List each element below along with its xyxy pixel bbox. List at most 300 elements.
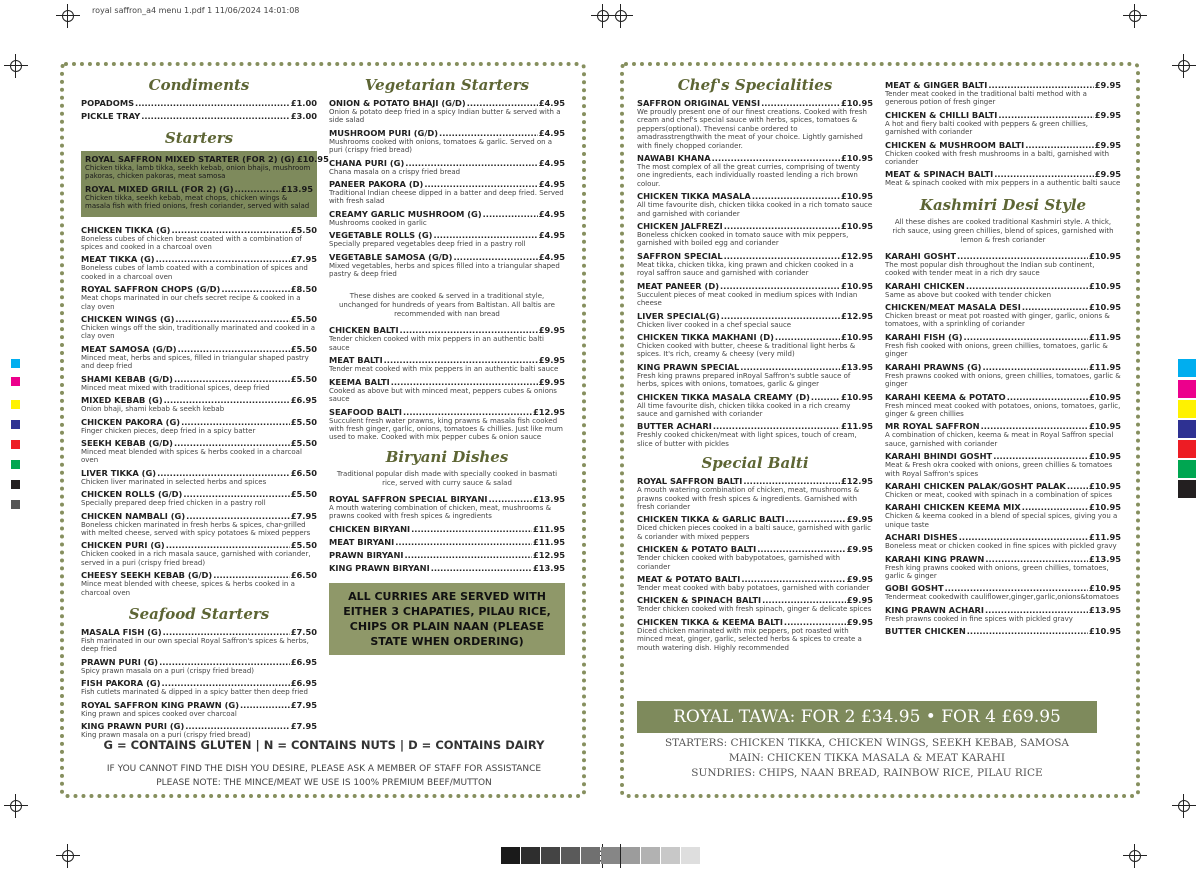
- menu-item: [329, 355, 565, 373]
- menu-item-line: [885, 532, 1121, 542]
- menu-item-price: £9.95: [1094, 109, 1121, 120]
- left-column-2: [329, 76, 565, 655]
- menu-item-name: KARAHI GOSHT: [885, 250, 957, 261]
- menu-item: [81, 284, 317, 311]
- menu-item-line: [329, 158, 565, 168]
- menu-item-name: CHICKEN NAMBALI (G): [81, 510, 186, 521]
- menu-item-line: [637, 362, 873, 372]
- menu-item-name: CHICKEN TIKKA MAKHANI (D): [637, 331, 774, 342]
- menu-item-price: £10.95: [1088, 502, 1121, 513]
- menu-item-name: ROYAL SAFFRON KING PRAWN (G): [81, 699, 240, 710]
- menu-item-description: Meat & Fresh okra cooked with onions, green chillies & tomatoes with Royal Saffron's spices: [885, 461, 1113, 478]
- menu-item: [81, 700, 317, 718]
- menu-item: [885, 140, 1121, 167]
- menu-item-description: Fresh prawns cooked in fine spices with pickled gravy: [885, 614, 1073, 623]
- menu-item-line: [329, 325, 565, 335]
- section-title-seafood: Seafood Starters: [128, 604, 270, 623]
- menu-item: [885, 251, 1121, 278]
- menu-item-name: KING PRAWN BIRYANI: [329, 562, 430, 573]
- kashmiri-intro: All these dishes are cooked traditional Kashmiri style. A thick, rich sauce, using green chillies, blend of spices, garnished with lemon & fresh coriander: [892, 217, 1114, 244]
- dot-leader: [740, 362, 840, 372]
- dot-leader: [488, 494, 531, 504]
- menu-item-line: [329, 128, 565, 138]
- staff-assistance-note: IF YOU CANNOT FIND THE DISH YOU DESIRE, PLEASE ASK A MEMBER OF STAFF FOR ASSISTANCE: [106, 764, 542, 774]
- menu-item-price: £10.95: [840, 221, 873, 232]
- menu-item: [885, 502, 1121, 529]
- menu-item-name: MEAT & POTATO BALTI: [637, 574, 741, 584]
- menu-item: [637, 153, 873, 188]
- menu-item-name: CHICKEN TIKKA MASALA: [637, 191, 751, 202]
- dot-leader: [981, 421, 1088, 431]
- menu-item-price: £13.95: [840, 361, 873, 372]
- menu-item-price: £9.95: [1094, 139, 1121, 150]
- menu-item-line: [81, 98, 317, 108]
- menu-item-line: [329, 98, 565, 108]
- registration-mark-icon: [1175, 797, 1193, 815]
- menu-item-price: £5.50: [290, 343, 317, 354]
- menu-item-description: Succulent fresh water prawns, king prawns & masala fish cooked with fresh ginger, garlic, onions, tomatoes & chillies. Just like mum used to make. Cooked with mix pepper cubes & onion sauce: [329, 416, 563, 442]
- menu-item: [81, 111, 317, 121]
- menu-item-line: [637, 191, 873, 201]
- menu-item-price: £4.95: [538, 127, 565, 138]
- menu-item-line: [637, 544, 873, 554]
- dot-leader: [166, 540, 290, 550]
- menu-item-price: £4.95: [538, 230, 565, 241]
- menu-item: [885, 421, 1121, 448]
- menu-item-name: KARAHI KEEMA & POTATO: [885, 391, 1006, 402]
- menu-item: [637, 544, 873, 571]
- dot-leader: [431, 563, 532, 573]
- menu-item-price: £6.95: [290, 395, 317, 406]
- registration-mark-icon: [7, 797, 25, 815]
- menu-item: [637, 281, 873, 308]
- menu-item-price: £10.95: [840, 280, 873, 291]
- menu-item: [885, 554, 1121, 581]
- menu-item-price: £10.95: [1088, 451, 1121, 462]
- menu-item: [637, 476, 873, 511]
- menu-item-price: £9.95: [1094, 169, 1121, 180]
- menu-item-line: [637, 476, 873, 486]
- dot-leader: [467, 98, 538, 108]
- menu-item-price: £9.95: [538, 376, 565, 387]
- menu-item-line: [81, 225, 317, 235]
- menu-item-line: [329, 179, 565, 189]
- dot-leader: [1022, 302, 1088, 312]
- menu-item-line: [637, 595, 873, 605]
- menu-item-price: £5.50: [290, 489, 317, 500]
- menu-item: [885, 332, 1121, 359]
- dot-leader: [181, 417, 290, 427]
- menu-item-name: MEAT TIKKA (G): [81, 254, 155, 265]
- menu-item: [637, 514, 873, 541]
- menu-item-name: CHICKEN & POTATO BALTI: [637, 544, 757, 555]
- menu-item-line: [85, 154, 329, 164]
- menu-item-description: Onion & potato deep fried in a spicy Indian butter & served with a side salad: [329, 108, 561, 125]
- menu-item-price: £9.95: [538, 325, 565, 336]
- menu-item: [329, 128, 565, 155]
- menu-item: [885, 626, 1121, 636]
- menu-item-line: [885, 626, 1121, 636]
- section-title-biryani: Biryani Dishes: [385, 447, 509, 466]
- dot-leader: [985, 554, 1088, 564]
- menu-item-name: BUTTER CHICKEN: [885, 626, 966, 637]
- menu-item-price: £13.95: [280, 183, 313, 194]
- print-header: royal saffron_a4 menu 1.pdf 1 11/06/2024 14:01:08: [92, 6, 300, 15]
- menu-item-description: Chicken liver cooked in a chef special sauce: [637, 320, 792, 329]
- menu-item-description: Mixed vegetables, herbs and spices filled into a triangular shaped pastry & deep fried: [329, 261, 560, 279]
- right-column-2: [885, 80, 1121, 639]
- menu-item-name: MEAT & GINGER BALTI: [885, 80, 988, 90]
- menu-item-description: Chicken breast or meat pot roasted with ginger, garlic, onions & tomatoes, with a sprinkling of coriander: [885, 312, 1110, 329]
- menu-item-description: Freshly cooked chicken/meat with light spices, touch of cream, slice of butter with pickles: [637, 431, 857, 448]
- menu-item-description: Tender chicken cooked with mix peppers in an authentic balti sauce: [329, 335, 544, 352]
- menu-item-price: £3.00: [290, 111, 317, 121]
- dot-leader: [945, 583, 1088, 593]
- menu-item: [885, 605, 1121, 623]
- section-title-chefs: Chef's Specialities: [677, 76, 833, 94]
- menu-item-name: NAWABI KHANA: [637, 153, 711, 164]
- menu-item-name: KING PRAWN ACHARI: [885, 604, 985, 615]
- menu-item-line: [81, 438, 317, 448]
- section-title-vegetarian: Vegetarian Starters: [364, 76, 530, 94]
- menu-item: [637, 191, 873, 218]
- dot-leader: [775, 332, 840, 342]
- menu-item-name: KARAHI FISH (G): [885, 331, 963, 342]
- dot-leader: [235, 184, 280, 194]
- menu-item-price: £4.95: [538, 179, 565, 190]
- menu-item: [81, 438, 317, 465]
- menu-item-line: [885, 481, 1121, 491]
- menu-item-description: Tender chicken cooked with babypotatoes, garnished with coriander: [637, 554, 841, 571]
- menu-item-line: [329, 524, 565, 534]
- registration-mark-icon: [1175, 57, 1193, 75]
- menu-item-name: CHICKEN WINGS (G): [81, 314, 175, 325]
- menu-item-line: [637, 574, 873, 584]
- registration-mark-icon: [7, 57, 25, 75]
- dot-leader: [162, 678, 290, 688]
- menu-item-name: ROYAL SAFFRON BALTI: [637, 476, 743, 487]
- dot-leader: [998, 110, 1093, 120]
- menu-item-price: £10.95: [1088, 583, 1121, 594]
- menu-item-description: The most complex of all the great curries, comprising of twenty one ingredients, each individually roasted lending a rich brown colour.: [637, 163, 860, 188]
- menu-item-name: ACHARI DISHES: [885, 532, 958, 543]
- menu-item-description: Chicken tikka, lamb tikka, seekh kebab, onion bhajis, mushroom pakoras, chicken pakoras, meat samosa: [85, 164, 311, 181]
- menu-item-line: [81, 344, 317, 354]
- menu-item-name: ONION & POTATO BHAJI (G/D): [329, 98, 466, 108]
- menu-item-price: £9.95: [538, 355, 565, 366]
- balti-intro: These dishes are cooked & served in a traditional style, unchanged for hundreds of years from Baltistan. All baltis are recommended with nan bread: [339, 292, 555, 319]
- menu-item-line: [81, 254, 317, 264]
- dot-leader: [411, 524, 532, 534]
- menu-item: [329, 158, 565, 176]
- menu-item-line: [885, 332, 1121, 342]
- menu-item: [637, 421, 873, 448]
- menu-item-description: Meat chops marinated in our chefs secret recipe & cooked in a clay oven: [81, 294, 301, 311]
- menu-item: [329, 230, 565, 248]
- menu-item-description: Fresh king prawns cooked with onions, green chillies, tomatoes, garlic & ginger: [885, 563, 1109, 580]
- menu-item-name: FISH PAKORA (G): [81, 678, 161, 689]
- menu-item-description: Boneless meat or chicken cooked in fine spices with pickled gravy: [885, 542, 1117, 551]
- dot-leader: [982, 362, 1088, 372]
- dot-leader: [757, 544, 846, 554]
- menu-item-description: King prawn and spices cooked over charcoal: [81, 709, 237, 718]
- menu-item-name: KARAHI KING PRAWN: [885, 553, 985, 564]
- menu-item-name: KARAHI CHICKEN: [885, 280, 965, 291]
- menu-item-description: Finger chicken pieces, deep fried in a spicy batter: [81, 426, 256, 435]
- menu-item-line: [85, 184, 313, 194]
- menu-item: [81, 489, 317, 507]
- menu-item: [329, 407, 565, 442]
- dot-leader: [183, 489, 289, 499]
- menu-item: [329, 98, 565, 125]
- menu-item-line: [637, 251, 873, 261]
- dot-leader: [713, 421, 840, 431]
- dot-leader: [985, 605, 1088, 615]
- menu-item-line: [329, 563, 565, 573]
- menu-item-description: Meat & spinach cooked with mix peppers in a authentic balti sauce: [885, 179, 1121, 188]
- section-title-kashmiri: Kashmiri Desi Style: [919, 195, 1087, 214]
- menu-item-name: CHANA PURI (G): [329, 157, 405, 168]
- dot-leader: [1067, 481, 1088, 491]
- menu-item-price: £7.95: [290, 699, 317, 710]
- right-column-1: [637, 76, 873, 655]
- menu-item-description: Spicy prawn masala on a puri (crispy fried bread): [81, 666, 254, 675]
- menu-item-name: MIXED KEBAB (G): [81, 395, 163, 406]
- menu-item-line: [81, 395, 317, 405]
- menu-item-price: £10.95: [296, 154, 329, 164]
- menu-item-price: £10.95: [1088, 421, 1121, 432]
- menu-item: [81, 468, 317, 486]
- menu-item-price: £10.95: [840, 153, 873, 164]
- featured-starters-box: [81, 151, 329, 217]
- menu-item-price: £10.95: [1088, 391, 1121, 402]
- menu-item-name: KEEMA BALTI: [329, 376, 390, 387]
- dot-leader: [959, 532, 1088, 542]
- menu-item-line: [885, 392, 1121, 402]
- menu-item-name: KARAHI PRAWNS (G): [885, 361, 982, 372]
- dot-leader: [784, 617, 846, 627]
- menu-item-price: £13.95: [1088, 604, 1121, 615]
- menu-item-name: CHEESY SEEKH KEBAB (G/D): [81, 570, 213, 581]
- menu-item: [81, 98, 317, 108]
- section-title-special-balti: Special Balti: [701, 454, 809, 473]
- menu-item-description: Boneless cubes of chicken breast coated with a combination of spices and cooked in a charcoal oven: [81, 234, 302, 252]
- menu-item: [329, 209, 565, 227]
- menu-item: [81, 570, 317, 597]
- dot-leader: [424, 179, 537, 189]
- menu-item-description: Minced meat, herbs and spices, filled in triangular shaped pastry and deep fried: [81, 353, 309, 371]
- menu-item-price: £4.95: [538, 157, 565, 168]
- dot-leader: [384, 355, 538, 365]
- menu-item: [637, 574, 873, 592]
- dot-leader: [761, 98, 840, 108]
- menu-item-description: Diced chicken pieces cooked in a balti sauce, garnished with garlic & coriander with mixed peppers: [637, 524, 871, 541]
- menu-item-price: £5.50: [290, 373, 317, 384]
- menu-item-price: £13.95: [1088, 553, 1121, 564]
- menu-item: [81, 344, 317, 371]
- menu-item-price: £6.95: [290, 656, 317, 667]
- menu-item-name: CHICKEN & CHILLI BALTI: [885, 109, 998, 120]
- menu-item-description: Mushrooms cooked in garlic: [329, 218, 427, 227]
- menu-item-name: SHAMI KEBAB (G/D): [81, 373, 173, 384]
- tawa-starters: STARTERS: CHICKEN TIKKA, CHICKEN WINGS, SEEKH KEBAB, SAMOSA: [664, 737, 1070, 749]
- menu-item: [885, 532, 1121, 550]
- menu-item-name: GOBI GOSHT: [885, 583, 944, 594]
- menu-item-name: LIVER SPECIAL(G): [637, 310, 720, 321]
- balti-continued-list: [885, 80, 1121, 188]
- dot-leader: [174, 374, 290, 384]
- menu-item-line: [329, 209, 565, 219]
- menu-item-description: Tender meat cooked in the traditional balti method with a generous potion of fresh ginger: [885, 90, 1087, 107]
- menu-item: [81, 417, 317, 435]
- dot-leader: [720, 281, 840, 291]
- menu-item-name: CHICKEN TIKKA & GARLIC BALTI: [637, 514, 785, 525]
- menu-item-description: Minced meat blended with spices & herbs cooked in a charcoal oven: [81, 447, 302, 465]
- menu-item-name: CHICKEN TIKKA (G): [81, 224, 171, 235]
- menu-item: [637, 362, 873, 389]
- menu-item-name: CHICKEN JALFREZI: [637, 221, 723, 232]
- dot-leader: [174, 438, 290, 448]
- dot-leader: [483, 209, 538, 219]
- dot-leader: [405, 550, 532, 560]
- menu-item-line: [885, 451, 1121, 461]
- menu-item-line: [885, 302, 1121, 312]
- menu-item-line: [81, 284, 317, 294]
- menu-item: [329, 524, 565, 534]
- dot-leader: [967, 626, 1088, 636]
- menu-item-line: [637, 514, 873, 524]
- menu-item-description: Fresh fish cooked with onions, green chillies, tomatoes, garlic & ginger: [885, 341, 1108, 359]
- menu-item: [329, 563, 565, 573]
- menu-item-line: [637, 421, 873, 431]
- menu-item-price: £9.95: [846, 595, 873, 606]
- menu-item-line: [637, 311, 873, 321]
- menu-item-price: £7.50: [290, 626, 317, 637]
- menu-item: [85, 154, 329, 181]
- condiments-list: [81, 98, 317, 121]
- menu-item: [637, 392, 873, 419]
- menu-item-price: £11.95: [840, 421, 873, 432]
- menu-item-line: [885, 251, 1121, 261]
- menu-item: [81, 678, 317, 696]
- dot-leader: [141, 111, 290, 121]
- menu-item-line: [329, 230, 565, 240]
- menu-item-name: CHICKEN/MEAT MASALA DESI: [885, 302, 1021, 313]
- menu-item-name: BUTTER ACHARI: [637, 421, 712, 432]
- menu-item-name: CHICKEN TIKKA MASALA CREAMY (D): [637, 391, 810, 402]
- dot-leader: [453, 252, 537, 262]
- dot-leader: [395, 537, 532, 547]
- menu-item-description: Chicken tikka, seekh kebab, meat chops, chicken wings & masala fish with fried onions, fresh coriander, served with salad: [85, 193, 310, 211]
- menu-item-price: £12.95: [840, 476, 873, 487]
- menu-item-name: PANEER PAKORA (D): [329, 179, 424, 190]
- dot-leader: [157, 468, 290, 478]
- menu-item-name: CHICKEN ROLLS (G/D): [81, 489, 183, 500]
- menu-item-line: [637, 332, 873, 342]
- menu-item-description: Meat tikka, chicken tikka, king prawn and chicken cooked in a royal saffron sauce and garnished with coriander: [637, 260, 854, 278]
- menu-item: [81, 721, 317, 739]
- menu-item: [885, 169, 1121, 187]
- menu-item-description: Fish marinated in our own special Royal Saffron's spices & herbs, deep fried: [81, 636, 309, 654]
- menu-item-description: All time favourite dish, chicken tikka cooked in a rich tomato sauce and garnished with coriander: [637, 201, 873, 218]
- menu-item-price: £12.95: [532, 406, 565, 417]
- menu-item-description: Chicken & keema cooked in a blend of special spices, giving you a unique taste: [885, 512, 1118, 529]
- menu-item-price: £11.95: [532, 523, 565, 534]
- section-title-starters: Starters: [164, 129, 234, 147]
- menu-item-line: [329, 252, 565, 262]
- menu-item-name: KARAHI CHICKEN KEEMA MIX: [885, 502, 1021, 513]
- dot-leader: [171, 225, 289, 235]
- dot-leader: [743, 476, 840, 486]
- menu-item: [81, 254, 317, 281]
- menu-item-price: £13.95: [532, 562, 565, 573]
- menu-item-description: Chicken liver marinated in selected herbs and spices: [81, 477, 267, 486]
- menu-item-line: [637, 617, 873, 627]
- menu-item-line: [637, 221, 873, 231]
- menu-item-price: £1.00: [290, 98, 317, 108]
- menu-item-name: PRAWN BIRYANI: [329, 549, 404, 560]
- dot-leader: [164, 395, 290, 405]
- allergen-legend: G = CONTAINS GLUTEN | N = CONTAINS NUTS | D = CONTAINS DAIRY: [103, 738, 545, 752]
- dot-leader: [786, 514, 846, 524]
- menu-item-name: KING PRAWN SPECIAL: [637, 361, 740, 372]
- menu-item-line: [885, 169, 1121, 179]
- menu-item: [885, 583, 1121, 601]
- dot-leader: [186, 511, 290, 521]
- menu-item-price: £9.95: [846, 544, 873, 555]
- menu-item: [329, 252, 565, 279]
- royal-tawa-banner: ROYAL TAWA: FOR 2 £34.95 • FOR 4 £69.95: [637, 701, 1097, 733]
- balti-list: [329, 325, 565, 441]
- dot-leader: [993, 451, 1088, 461]
- dot-leader: [1025, 140, 1094, 150]
- biryani-intro: Traditional popular dish made with specially cooked in basmati rice, served with curry sauce & salad: [336, 469, 558, 487]
- menu-item: [885, 451, 1121, 478]
- registration-mark-icon: [59, 7, 77, 25]
- menu-item: [637, 332, 873, 359]
- menu-item-name: MEAT PANEER (D): [637, 280, 720, 291]
- dot-leader: [159, 657, 290, 667]
- menu-item-name: KARAHI BHINDI GOSHT: [885, 451, 993, 462]
- menu-item-description: A mouth watering combination of chicken, meat, mushrooms & prawns cooked with fresh spices & ingredients: [329, 503, 552, 521]
- menu-item-price: £10.95: [840, 98, 873, 108]
- menu-item-line: [885, 362, 1121, 372]
- registration-mark-icon: [594, 7, 612, 25]
- menu-item-price: £9.95: [846, 616, 873, 627]
- menu-item-line: [637, 98, 873, 108]
- menu-item-description: Tender meat cooked with baby potatoes, garnished with coriander: [637, 584, 870, 592]
- menu-item-price: £6.50: [290, 570, 317, 581]
- menu-item: [885, 302, 1121, 329]
- menu-item-line: [81, 570, 317, 580]
- menu-item-price: £10.95: [1088, 302, 1121, 313]
- menu-item-name: VEGETABLE ROLLS (G): [329, 230, 433, 241]
- menu-item-name: VEGETABLE SAMOSA (G/D): [329, 251, 453, 262]
- menu-item-description: Fish cutlets marinated & dipped in a spicy batter then deep fried: [81, 688, 308, 697]
- menu-item-description: Tender chicken cooked with fresh spinach, ginger & delicate spices: [637, 605, 872, 614]
- dot-leader: [752, 191, 840, 201]
- menu-item-name: PRAWN PURI (G): [81, 656, 159, 667]
- dot-leader: [994, 169, 1094, 179]
- menu-item-price: £10.95: [1088, 250, 1121, 261]
- menu-item: [885, 392, 1121, 419]
- dot-leader: [221, 284, 289, 294]
- registration-mark-icon: [1126, 7, 1144, 25]
- menu-item-description: A combination of chicken, keema & meat in Royal Saffron special sauce, garnished with coriander: [885, 431, 1114, 448]
- menu-item-line: [81, 111, 317, 121]
- menu-item-price: £12.95: [840, 250, 873, 261]
- chefs-specialities-list: [637, 98, 873, 448]
